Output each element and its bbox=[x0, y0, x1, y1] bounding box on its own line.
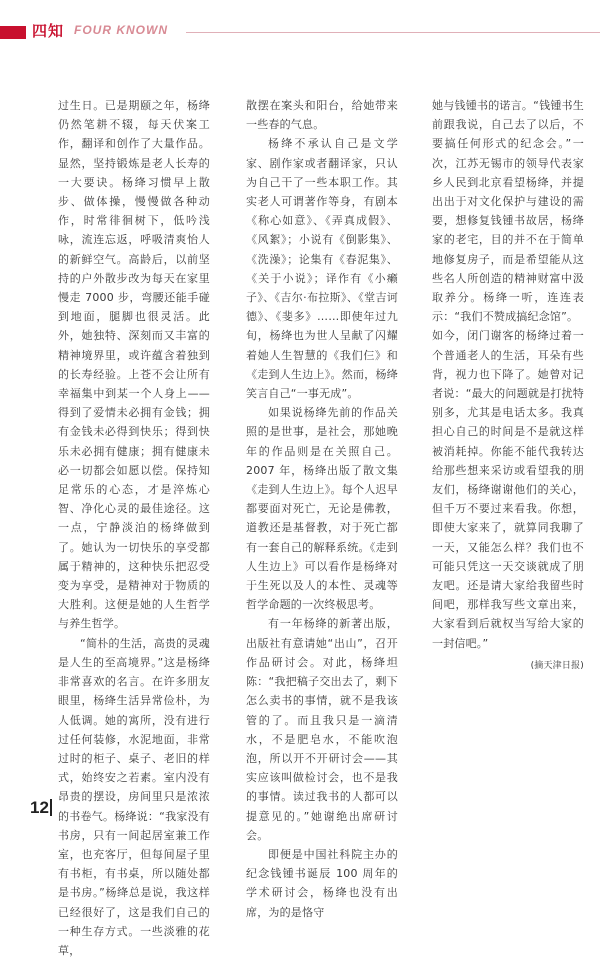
page-number: 12 bbox=[30, 798, 49, 817]
paragraph: “简朴的生活，高贵的灵魂是人生的至高境界。”这是杨绛非常喜欢的名言。在许多朋友眼里，杨绛生活异常俭朴，为人低调。她的寓所，没有进行过任何装修，水泥地面，非常过时的柜子、桌子、老旧的样式，始终安之若素。室内没有昂贵的摆设，房间里只是浓浓的书卷气。杨绛说：“我家没有书房，只有一间起居室兼工作室，也充客厅，但每间屋子里有书柜，有书桌，所以随处都是书房。”杨绛总是说，我这样已经很好了，这是我们自己的一种生存方式。一些淡雅的花草， bbox=[58, 636, 210, 957]
header-rule bbox=[186, 32, 600, 33]
paragraph: 她与钱锺书的诺言。“钱锺书生前跟我说，自己去了以后，不要搞任何形式的纪念会。”一次，江苏无锡市的领导代表家乡人民到北京看望杨绛，并提出出于对文化保护与建设的需要，想修复钱锺书故居，杨绛家的老宅，目的并不在于简单地修复房子，而是希望能从这些名人所创造的精神财富中汲取养分。杨绛一听，连连表示：“我们不赞成搞纪念馆”。 bbox=[432, 99, 584, 324]
paragraph: 如果说杨绛先前的作品关照的是世事，是社会，那她晚年的作品则是在关照自己。2007 年，杨绛出版了散文集《走到人生边上》。每个人迟早都要面对死亡，无论是佛教，道教还是基督教，对于死亡都有一套自己的解释系统。《走到人生边上》可以看作是杨绛对于生死以及人的本性、灵魂等哲学命题的一次终极思考。 bbox=[246, 406, 398, 612]
paragraph: 如今，闭门谢客的杨绛过着一个普通老人的生活，耳朵有些背，视力也下降了。她曾对记者说：“最大的问题就是打扰特别多，尤其是电话太多。我真担心自己的时间是不是就这样被消耗掉。你能不能代我转达给那些想来采访或看望我的朋友们，杨绛谢谢他们的关心，但千万不要过来看我。你想，即使大家来了，就算同我聊了一天，又能怎么样？我们也不可能只凭这一天交谈就成了朋友吧。还是请大家给我留些时间吧，那样我写些文章出来，大家看到后就权当写给大家的一封信吧。” bbox=[432, 329, 584, 650]
magazine-logo-chinese: 四知 bbox=[32, 22, 65, 40]
paragraph: 即便是中国社科院主办的纪念钱锺书诞辰 100 周年的学术研讨会，杨绛也没有出席，为的是恪守 bbox=[246, 847, 398, 919]
paragraph: 有一年杨绛的新著出版，出版社有意请她“出山”，召开作品研讨会。对此，杨绛坦陈：“我把稿子交出去了，剩下怎么卖书的事情，就不是我该管的了。而且我只是一滴清水，不是肥皂水，不能吹泡泡，所以开不开研讨会——其实应该叫做检讨会，也不是我的事情。读过我书的人都可以提意见的。”她谢绝出席研讨会。 bbox=[246, 617, 398, 842]
paragraph: 过生日。已是期颐之年，杨绛仍然笔耕不辍，每天伏案工作，翻译和创作了大量作品。显然，坚持锻炼是老人长寿的一大要诀。杨绛习惯早上散步、做体操，慢慢做各种动作，时常徘徊树下，低吟浅咏，流连忘返，呼吸清爽怡人的新鲜空气。高龄后，以前坚持的户外散步改为每天在家里慢走 7000 步，弯腰还能手碰到地面，腿脚也很灵活。此外，她独特、深刻而又丰富的精神境界里，或许蕴含着独到的长寿经验。上苍不会让所有幸福集中到某一个人身上——得到了爱情未必拥有金钱；拥有金钱未必得到快乐；得到快乐未必拥有健康；拥有健康未必一切都会如愿以偿。保持知足常乐的心态，才是淬炼心智、净化心灵的最佳途径。这一点，宁静淡泊的杨绛做到了。她认为一切快乐的享受都属于精神的，这种快乐把忍受变为享受，是精神对于物质的大胜利。这便是她的人生哲学与养生哲学。 bbox=[58, 99, 210, 631]
column-3 bbox=[432, 96, 584, 673]
column-2 bbox=[246, 96, 398, 922]
source-attribution: (摘天津日报) bbox=[530, 660, 584, 671]
column-1 bbox=[58, 96, 210, 960]
page-header bbox=[0, 0, 600, 60]
page-number-divider bbox=[50, 799, 52, 816]
paragraph: 杨绛不承认自己是文学家、剧作家或者翻译家，只认为自己干了一些本职工作。其实老人可谓著作等身，有剧本《称心如意》、《弄真成假》、《风絮》；小说有《倒影集》、《洗澡》；论集有《春泥集》、《关于小说》；译作有《小癞子》、《吉尔·布拉斯》、《堂吉诃德》、《斐多》……即使年过九旬，杨绛也为世人呈献了闪耀着她人生智慧的《我们仨》和《走到人生边上》。然而，杨绛笑言自己“一事无成”。 bbox=[246, 137, 398, 401]
paragraph: 散摆在案头和阳台，给她带来一些春的气息。 bbox=[246, 99, 398, 132]
magazine-logo-english: FOUR KNOWN bbox=[74, 23, 168, 37]
article-body bbox=[58, 96, 584, 957]
section-marker-bar bbox=[0, 26, 26, 39]
